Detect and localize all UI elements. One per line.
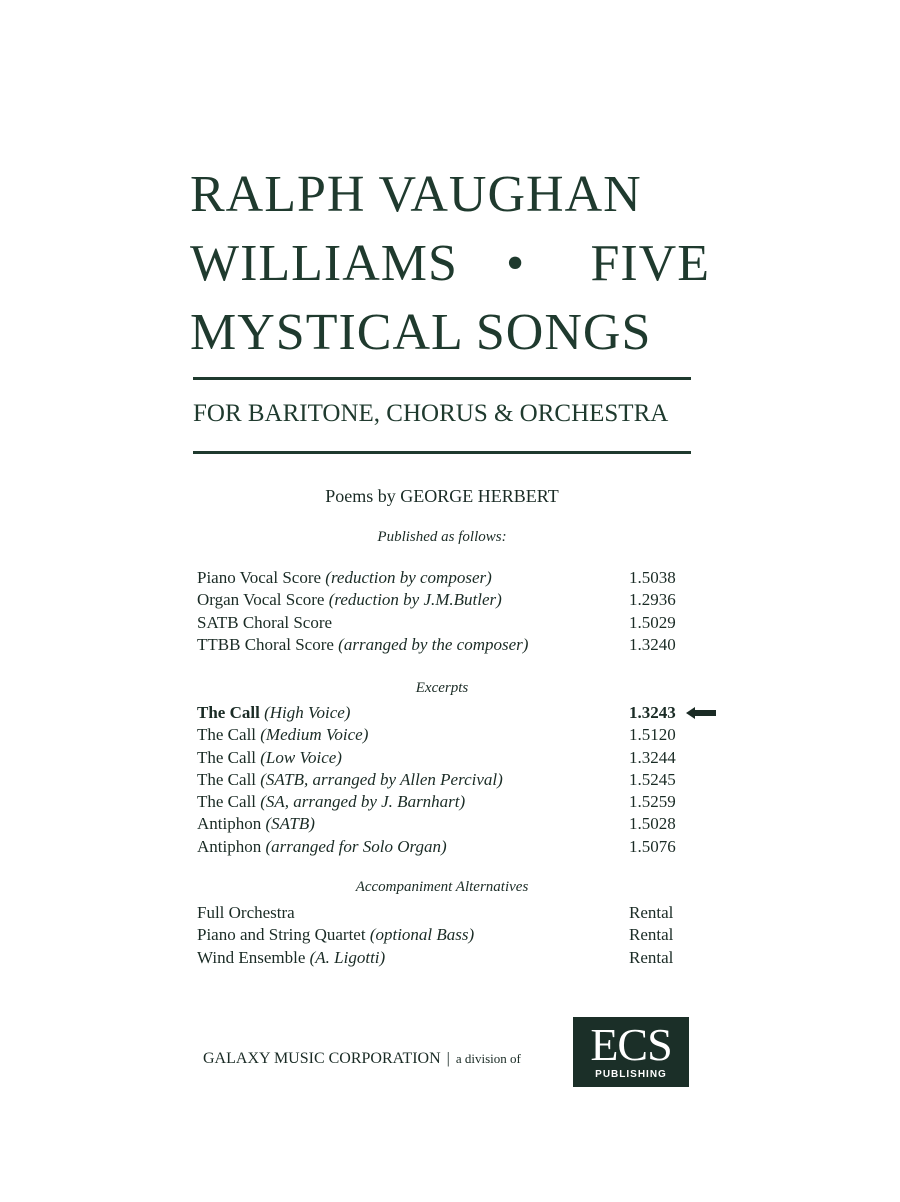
list-item: The Call (SA, arranged by J. Barnhart) 1.5259: [197, 791, 717, 813]
accompaniment-list: [197, 902, 717, 969]
availability: Rental: [629, 925, 674, 945]
division-text: a division of: [455, 1051, 521, 1066]
logo-subtext: PUBLISHING: [595, 1069, 667, 1080]
title-line-2-right: FIVE: [590, 235, 710, 292]
list-item: Antiphon (SATB) 1.5028: [197, 813, 717, 835]
catalog-number: 1.3244: [629, 747, 676, 767]
title-bullet: •: [505, 235, 526, 292]
catalog-number: 1.5245: [629, 769, 676, 789]
list-item: The Call (Low Voice) 1.3244: [197, 747, 717, 769]
list-item: Piano Vocal Score (reduction by composer) 1.5038: [197, 567, 717, 589]
catalog-number: 1.5028: [629, 814, 676, 834]
title-line-2: [190, 229, 710, 298]
catalog-number: 1.5038: [629, 568, 676, 587]
list-item: The Call (SATB, arranged by Allen Percival) 1.5245: [197, 769, 717, 791]
catalog-number: 1.3240: [629, 634, 676, 654]
ecs-publishing-logo: [573, 1017, 689, 1087]
logo-letters: ECS: [590, 1019, 672, 1070]
left-arrow-icon: [686, 707, 716, 719]
catalog-number: 1.5120: [629, 725, 676, 745]
list-item: Full Orchestra Rental: [197, 902, 717, 924]
poems-credit: Poems by GEORGE HERBERT: [325, 486, 559, 506]
title-line-3: MYSTICAL SONGS: [190, 304, 652, 361]
excerpts-heading: Excerpts: [415, 680, 469, 696]
accompaniment-heading: Accompaniment Alternatives: [355, 879, 529, 895]
publisher-footer: [203, 1050, 521, 1068]
catalog-number: 1.5259: [629, 792, 676, 812]
publisher-name: GALAXY MUSIC CORPORATION: [203, 1050, 441, 1067]
title-line-1: RALPH VAUGHAN: [190, 166, 642, 223]
availability: Rental: [629, 947, 674, 967]
published-list: [197, 567, 717, 656]
list-item: Piano and String Quartet (optional Bass) Rental: [197, 924, 717, 946]
bottom-divider: [193, 451, 691, 454]
list-item: The Call (Medium Voice) 1.5120: [197, 724, 717, 746]
published-heading: Published as follows:: [377, 529, 507, 545]
title-line-2-left: WILLIAMS: [190, 235, 458, 292]
subtitle: FOR BARITONE, CHORUS & ORCHESTRA: [193, 400, 669, 427]
catalog-number: 1.2936: [629, 590, 676, 610]
top-divider: [193, 377, 691, 380]
catalog-number: 1.3243: [629, 703, 676, 722]
list-item-highlighted: The Call (High Voice) 1.3243: [197, 702, 717, 724]
catalog-number: 1.5076: [629, 836, 676, 856]
page-title: [190, 160, 710, 367]
list-item: Wind Ensemble (A. Ligotti) Rental: [197, 947, 717, 969]
list-item: TTBB Choral Score (arranged by the composer) 1.3240: [197, 634, 717, 656]
list-item: SATB Choral Score 1.5029: [197, 612, 717, 634]
availability: Rental: [629, 903, 674, 922]
catalog-number: 1.5029: [629, 612, 676, 632]
footer-separator: |: [446, 1050, 450, 1067]
list-item: Organ Vocal Score (reduction by J.M.Butler) 1.2936: [197, 589, 717, 611]
list-item: Antiphon (arranged for Solo Organ) 1.5076: [197, 836, 717, 858]
excerpts-list: [197, 702, 717, 858]
